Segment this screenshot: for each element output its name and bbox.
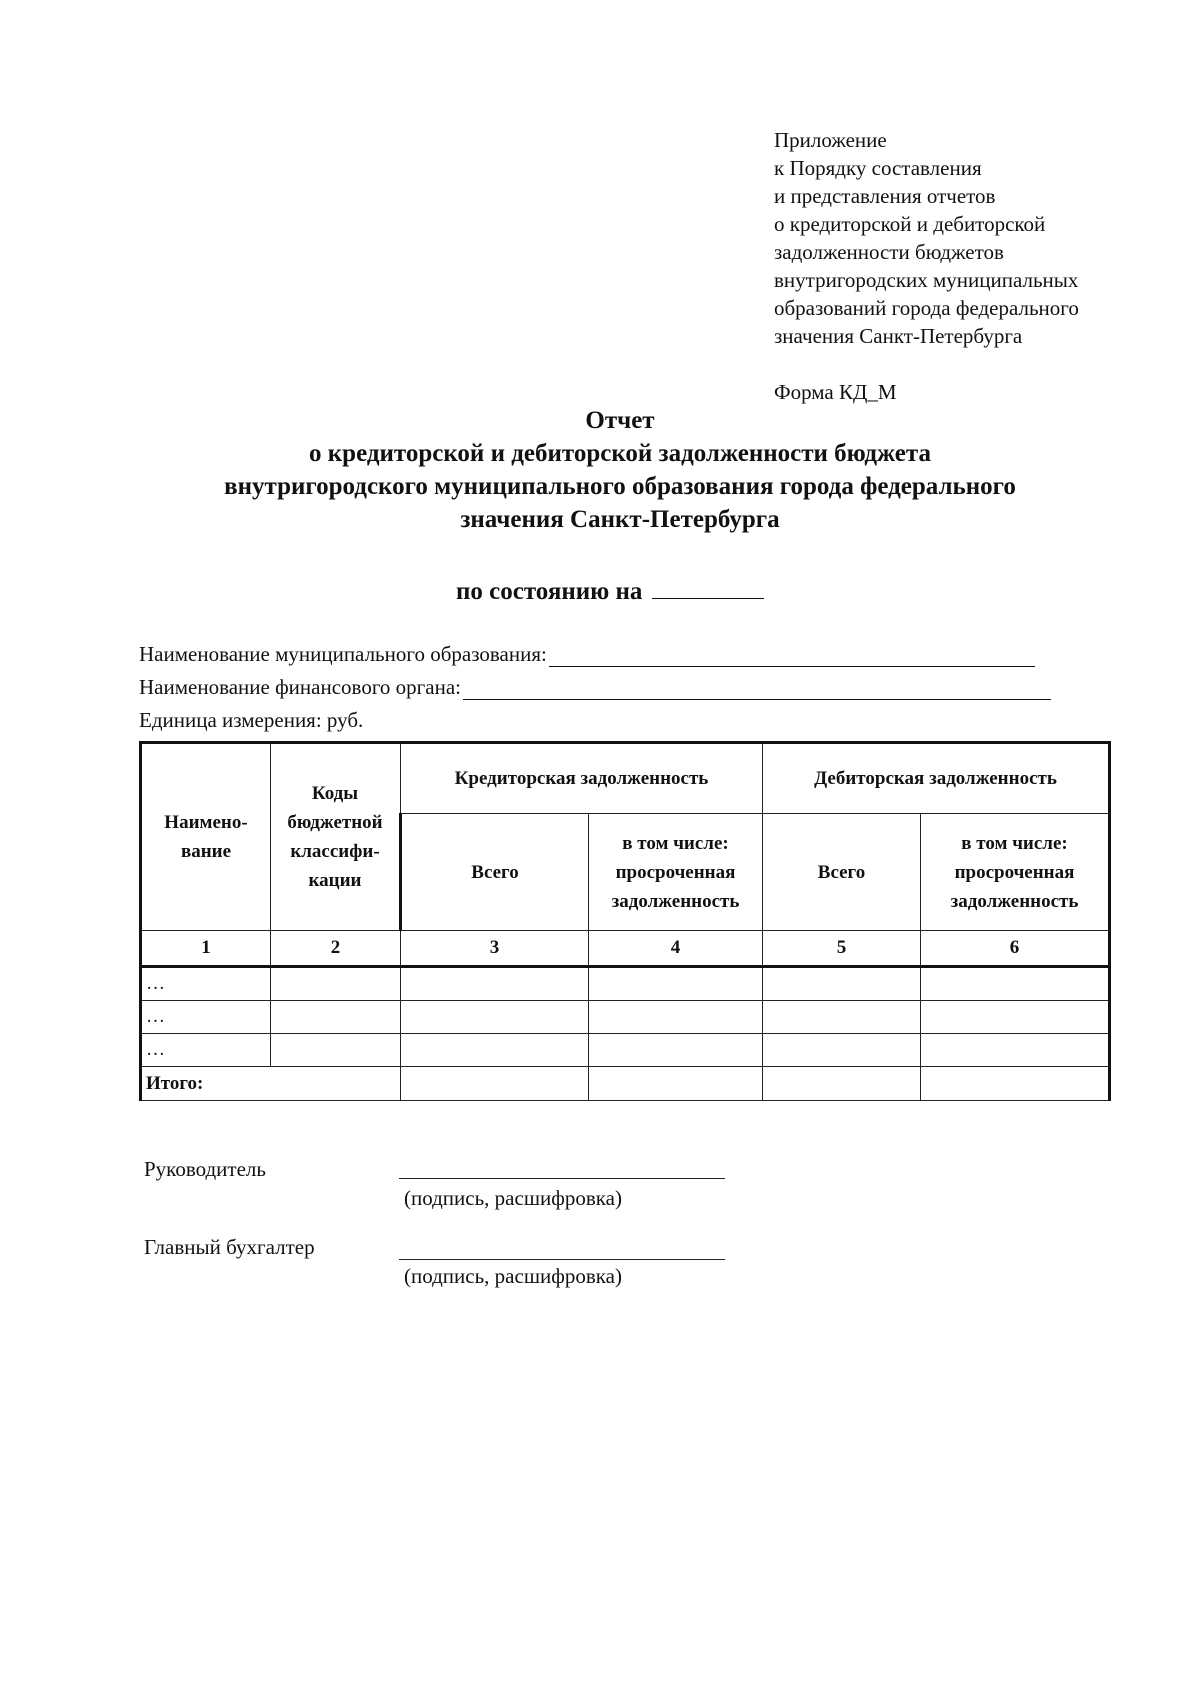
appendix-line: значения Санкт-Петербурга bbox=[774, 324, 1023, 348]
header-name: Наимено-вание bbox=[141, 743, 271, 931]
chief-accountant-signature-label: Главный бухгалтер bbox=[144, 1235, 315, 1259]
appendix-line: внутригородских муниципальных bbox=[774, 268, 1079, 292]
table-cell[interactable] bbox=[401, 1034, 589, 1067]
total-label: Итого: bbox=[141, 1067, 401, 1101]
column-number: 6 bbox=[921, 931, 1110, 967]
chief-accountant-signature-caption: (подпись, расшифровка) bbox=[404, 1264, 622, 1288]
table-cell[interactable] bbox=[763, 1067, 921, 1101]
header-debitor-overdue: в том числе: просроченная задолженность bbox=[921, 814, 1110, 931]
head-signature-label: Руководитель bbox=[144, 1157, 266, 1181]
appendix-line: и представления отчетов bbox=[774, 184, 996, 208]
table-cell[interactable] bbox=[271, 1034, 401, 1067]
title-line: значения Санкт-Петербурга bbox=[460, 506, 780, 533]
finance-body-input[interactable] bbox=[463, 677, 1051, 700]
row-name-cell[interactable]: … bbox=[141, 1001, 271, 1034]
appendix-line: к Порядку составления bbox=[774, 156, 982, 180]
table-cell[interactable] bbox=[589, 967, 763, 1001]
table-cell[interactable] bbox=[401, 1001, 589, 1034]
appendix-line: о кредиторской и дебиторской bbox=[774, 212, 1046, 236]
table-cell[interactable] bbox=[763, 967, 921, 1001]
column-number: 1 bbox=[141, 931, 271, 967]
head-signature-line[interactable] bbox=[399, 1178, 725, 1179]
chief-accountant-signature-line[interactable] bbox=[399, 1259, 725, 1260]
column-number-row bbox=[141, 931, 1110, 967]
header-debitor-total: Всего bbox=[763, 814, 921, 931]
unit-of-measure bbox=[139, 708, 363, 733]
municipality-field bbox=[139, 642, 1035, 667]
table-cell[interactable] bbox=[921, 1067, 1110, 1101]
as-of-label: по состоянию на bbox=[456, 578, 643, 605]
row-name-cell[interactable]: … bbox=[141, 967, 271, 1001]
title-line: Отчет bbox=[585, 407, 655, 434]
head-signature-caption: (подпись, расшифровка) bbox=[404, 1186, 622, 1210]
municipality-input[interactable] bbox=[549, 644, 1035, 667]
column-number: 2 bbox=[271, 931, 401, 967]
table-cell[interactable] bbox=[589, 1001, 763, 1034]
column-number: 3 bbox=[401, 931, 589, 967]
table-cell[interactable] bbox=[921, 1001, 1110, 1034]
table-cell[interactable] bbox=[763, 1034, 921, 1067]
table-cell[interactable] bbox=[271, 967, 401, 1001]
total-row bbox=[141, 1067, 1110, 1101]
finance-body-label: Наименование финансового органа: bbox=[139, 675, 461, 699]
header-creditor-overdue: в том числе: просроченная задолженность bbox=[589, 814, 763, 931]
table-cell[interactable] bbox=[589, 1034, 763, 1067]
appendix-line: задолженности бюджетов bbox=[774, 240, 1004, 264]
debt-report-table bbox=[139, 741, 1111, 1101]
table-cell[interactable] bbox=[763, 1001, 921, 1034]
title-line: о кредиторской и дебиторской задолженности бюджета bbox=[309, 440, 931, 467]
header-debitor-debt: Дебиторская задолженность bbox=[763, 743, 1110, 814]
appendix-line: образований города федерального bbox=[774, 296, 1079, 320]
as-of-date-field[interactable] bbox=[652, 576, 764, 599]
as-of-date bbox=[456, 576, 764, 606]
report-title bbox=[0, 404, 1200, 536]
unit-label: Единица измерения: руб. bbox=[139, 708, 364, 732]
table-cell[interactable] bbox=[921, 1034, 1110, 1067]
form-code: Форма КД_М bbox=[774, 380, 897, 404]
table-row bbox=[141, 967, 1110, 1001]
table-row bbox=[141, 1001, 1110, 1034]
table-cell[interactable] bbox=[921, 967, 1110, 1001]
column-number: 4 bbox=[589, 931, 763, 967]
table-row bbox=[141, 1034, 1110, 1067]
table-cell[interactable] bbox=[271, 1001, 401, 1034]
title-line: внутригородского муниципального образования города федерального bbox=[224, 473, 1016, 500]
header-creditor-debt: Кредиторская задолженность bbox=[401, 743, 763, 814]
row-name-cell[interactable]: … bbox=[141, 1034, 271, 1067]
municipality-label: Наименование муниципального образования: bbox=[139, 642, 547, 666]
appendix-line: Приложение bbox=[774, 128, 887, 152]
table-cell[interactable] bbox=[401, 967, 589, 1001]
finance-body-field bbox=[139, 675, 1051, 700]
header-creditor-total: Всего bbox=[401, 814, 589, 931]
appendix-note bbox=[774, 126, 1079, 350]
header-budget-codes: Коды бюджетной классифи-кации bbox=[271, 743, 401, 931]
table-cell[interactable] bbox=[401, 1067, 589, 1101]
column-number: 5 bbox=[763, 931, 921, 967]
table-cell[interactable] bbox=[589, 1067, 763, 1101]
